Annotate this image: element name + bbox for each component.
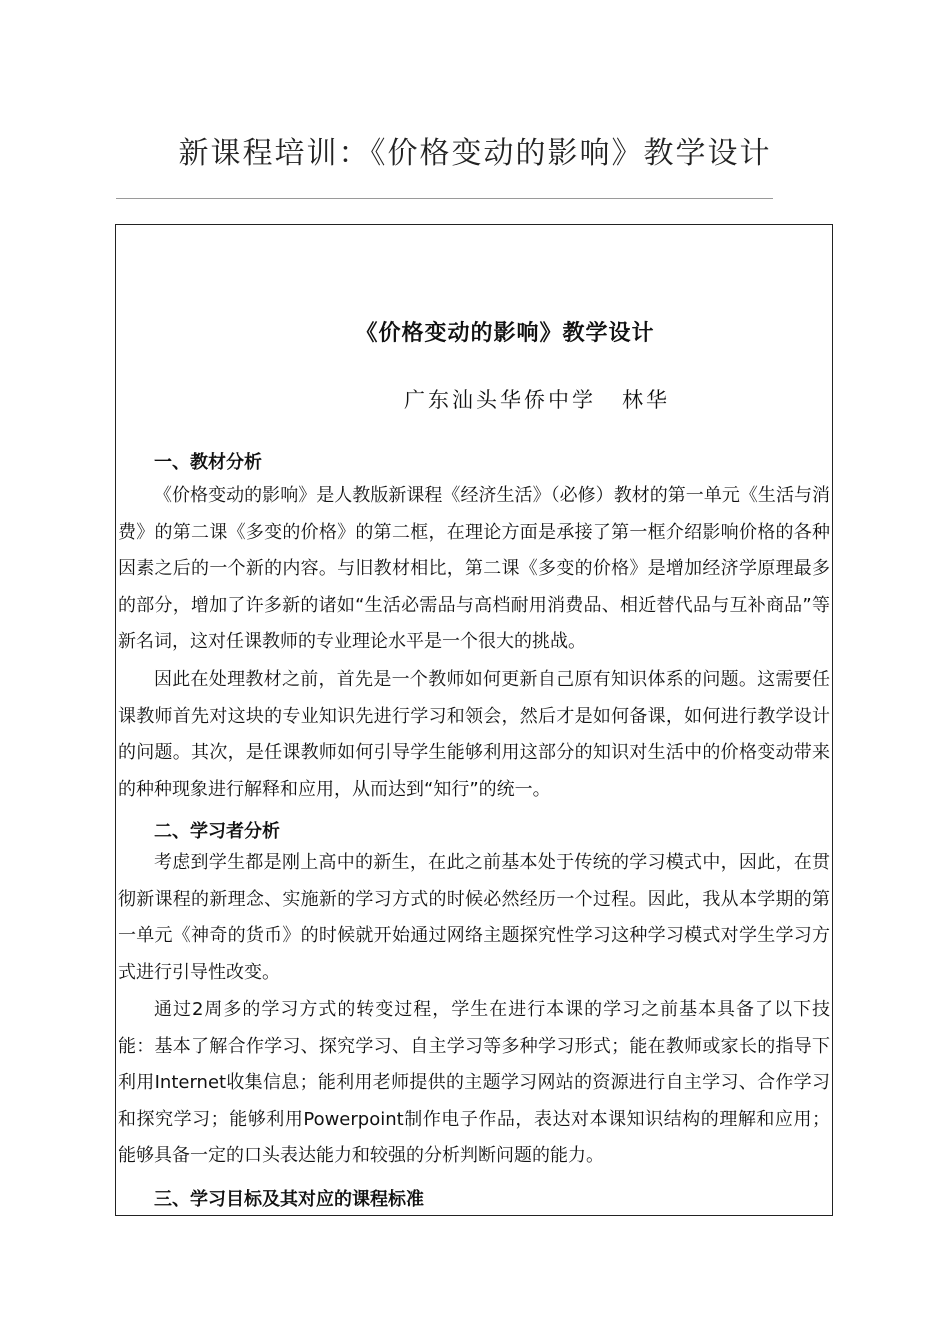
section-heading-1: 一、教材分析 xyxy=(154,452,262,473)
section-2-paragraph-2: 通过2周多的学习方式的转变过程，学生在进行本课的学习之前基本具备了以下技能：基本了解合作学习、探究学习、自主学习等多种学习形式；能在教师或家长的指导下利用Internet收集信息；能利用老师提供的主题学习网站的资源进行自主学习、合作学习和探究学习；能够利用Powerpoint制作电子作品，表达对本课知识结构的理解和应用；能够具备一定的口头表达能力和较强的分析判断问题的能力。 xyxy=(118,999,830,1166)
section-1-paragraph-1: 《价格变动的影响》是人教版新课程《经济生活》（必修）教材的第一单元《生活与消费》的第二课《多变的价格》的第二框，在理论方面是承接了第一框介绍影响价格的各种因素之后的一个新的内容。与旧教材相比，第二课《多变的价格》是增加经济学原理最多的部分，增加了许多新的诸如“生活必需品与高档耐用消费品、相近替代品与互补商品”等新名词，这对任课教师的专业理论水平是一个很大的挑战。 xyxy=(118,485,830,652)
author-name: 林华 xyxy=(622,388,670,412)
section-heading-2: 二、学习者分析 xyxy=(154,821,280,842)
document-title: 《价格变动的影响》教学设计 xyxy=(355,321,655,346)
title-divider xyxy=(116,198,773,199)
page-title: 新课程培训：《价格变动的影响》教学设计 xyxy=(178,136,772,171)
author-line xyxy=(404,384,670,414)
author-school: 广东汕头华侨中学 xyxy=(404,388,596,412)
section-1-paragraph-2: 因此在处理教材之前，首先是一个教师如何更新自己原有知识体系的问题。这需要任课教师首先对这块的专业知识先进行学习和领会，然后才是如何备课，如何进行教学设计的问题。其次，是任课教师如何引导学生能够利用这部分的知识对生活中的价格变动带来的种种现象进行解释和应用，从而达到“知行”的统一。 xyxy=(118,669,830,800)
section-2-paragraph-1: 考虑到学生都是刚上高中的新生，在此之前基本处于传统的学习模式中，因此，在贯彻新课程的新理念、实施新的学习方式的时候必然经历一个过程。因此，我从本学期的第一单元《神奇的货币》的时候就开始通过网络主题探究性学习这种学习模式对学生学习方式进行引导性改变。 xyxy=(118,852,830,983)
section-heading-3: 三、学习目标及其对应的课程标准 xyxy=(154,1189,424,1210)
